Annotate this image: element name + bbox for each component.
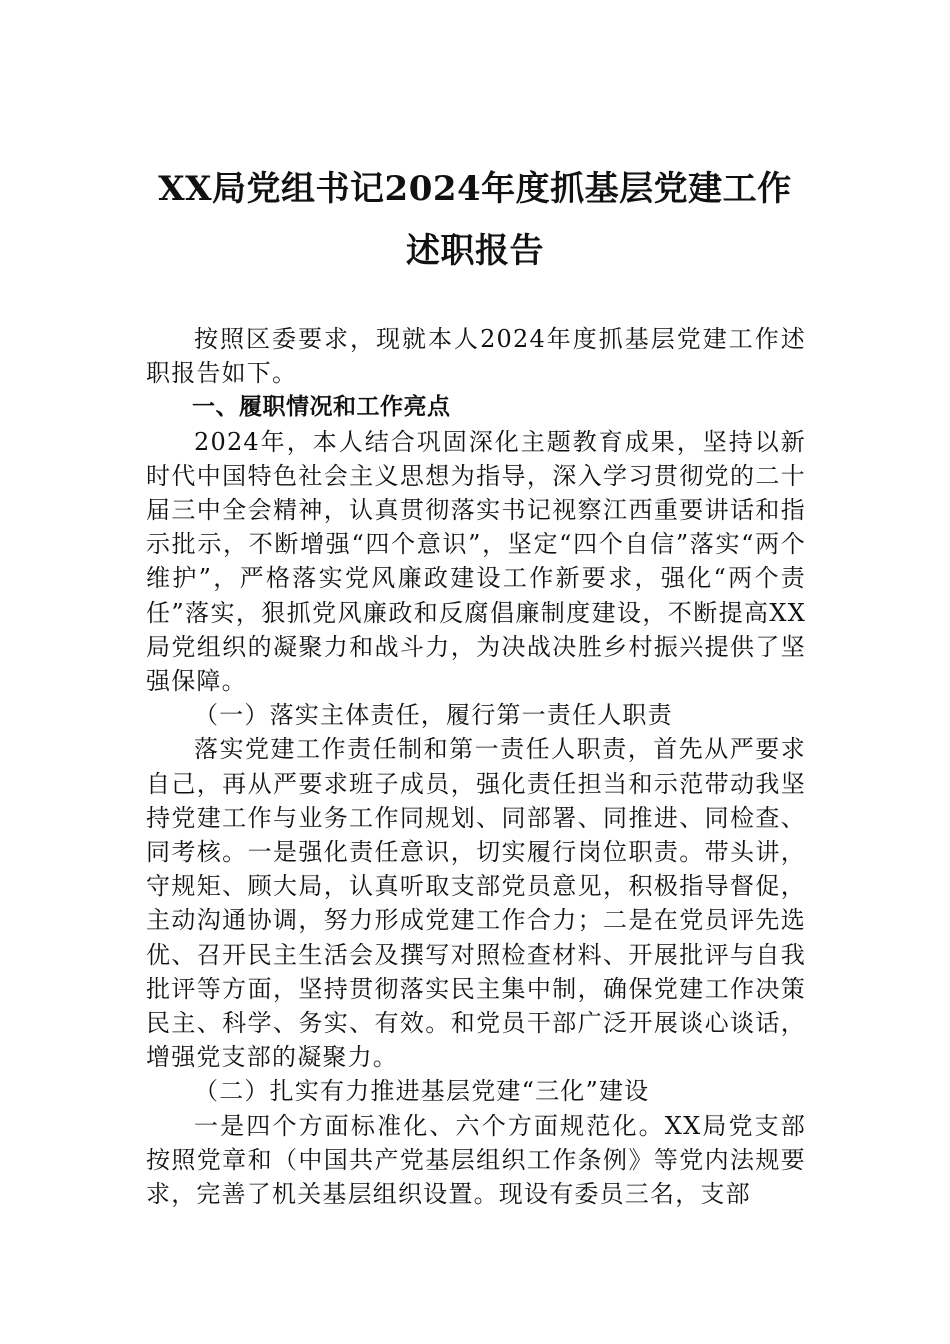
subsection-1-heading: （一）落实主体责任，履行第一责任人职责: [194, 701, 673, 730]
section-1-heading: 一、履职情况和工作亮点: [192, 394, 451, 421]
section-1-paragraph: 2024年，本人结合巩固深化主题教育成果，坚持以新时代中国特色社会主义思想为指导，深入学习贯彻党的二十届三中全会精神，认真贯彻落实书记视察江西重要讲话和指示批示，不断增强“四个意识”，坚定“四个自信”落实“两个维护”，严格落实党风廉政建设工作新要求，强化“两个责任”落实，狠抓党风廉政和反腐倡廉制度建设，不断提高XX局党组织的凝聚力和战斗力，为决战决胜乡村振兴提供了坚强保障。: [146, 427, 806, 696]
subsection-1-paragraph: 落实党建工作责任制和第一责任人职责，首先从严要求自己，再从严要求班子成员，强化责任担当和示范带动我坚持党建工作与业务工作同规划、同部署、同推进、同检查、同考核。一是强化责任意识，切实履行岗位职责。带头讲，守规矩、顾大局，认真听取支部党员意见，积极指导督促，主动沟通协调，努力形成党建工作合力；二是在党员评先选优、召开民主生活会及撰写对照检查材料、开展批评与自我批评等方面，坚持贯彻落实民主集中制，确保党建工作决策民主、科学、务实、有效。和党员干部广泛开展谈心谈话，增强党支部的凝聚力。: [146, 735, 806, 1072]
document-body: [146, 322, 806, 1211]
document-title: [100, 158, 850, 282]
intro-paragraph: 按照区委要求，现就本人2024年度抓基层党建工作述职报告如下。: [146, 325, 806, 388]
subsection-2-paragraph: 一是四个方面标准化、六个方面规范化。XX局党支部按照党章和（中国共产党基层组织工作条例》等党内法规要求，完善了机关基层组织设置。现设有委员三名，支部: [146, 1111, 806, 1209]
subsection-2-heading: （二）扎实有力推进基层党建“三化”建设: [194, 1077, 650, 1106]
title-line-2: 述职报告: [406, 231, 544, 271]
title-line-1: XX局党组书记2024年度抓基层党建工作: [158, 169, 792, 209]
